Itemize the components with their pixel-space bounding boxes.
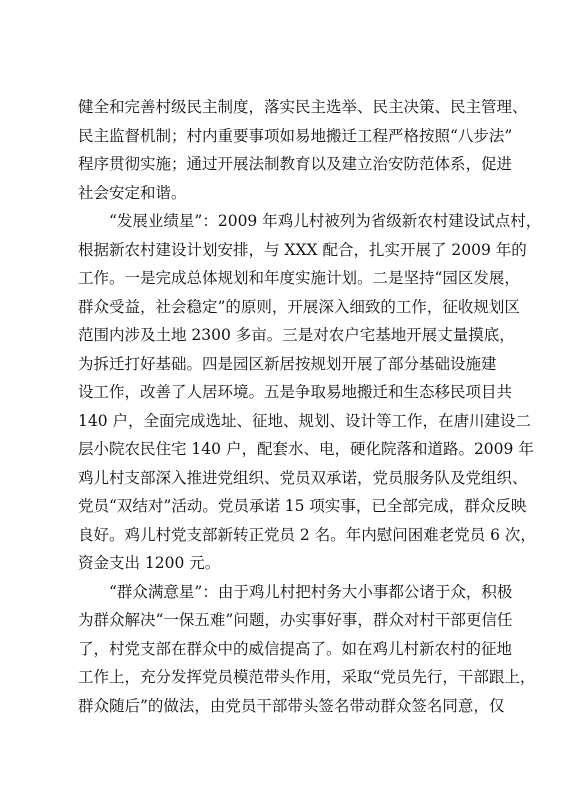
text-line: 群众受益，社会稳定”的原则，开展深入细致的工作，征收规划区 [78,297,520,316]
text-line: 工作。一是完成总体规划和年度实施计划。二是坚持“园区发展， [78,269,520,287]
text-line: 健全和完善村级民主制度，落实民主选举、民主决策、民主管理、 [78,98,528,116]
text-line: 了，村党支部在群众中的威信提高了。如在鸡儿村新农村的征地 [78,639,513,658]
text-line: 程序贯彻实施；通过开展法制教育以及建立治安防范体系，促进 [78,155,513,173]
text-line: 为群众解决“一保五难”问题，办实事好事，群众对村干部更信任 [78,611,513,629]
text-line: 群众随后”的做法，由党员干部带头签名带动群众签名同意，仅 [78,696,505,715]
text-line: 根据新农村建设计划安排，与 XXX 配合，扎实开展了 2009 年的 [78,240,527,259]
text-line: 层小院农民住宅 140 户，配套水、电，硬化院落和道路。2009 年 [78,440,534,458]
text-line: “发展业绩星”：2009 年鸡儿村被列为省级新农村建设试点村， [109,212,542,230]
text-line: 设工作，改善了人居环境。五是争取易地搬迁和生态移民项目共 [78,383,513,401]
document-body [78,93,542,720]
text-line: 良好。鸡儿村党支部新转正党员 2 名。年内慰问困难老党员 6 次， [78,525,536,544]
text-line: 140 户，全面完成选址、征地、规划、设计等工作，在唐川建设二 [78,411,532,430]
text-line: 民主监督机制；村内重要事项如易地搬迁工程严格按照“八步法” [78,126,513,145]
text-line: 为拆迁打好基础。四是园区新居按规划开展了部分基础设施建 [78,354,497,373]
text-line: 资金支出 1200 元。 [78,554,221,572]
text-line: 党员“双结对”活动。党员承诺 15 项实事，已全部完成，群众反映 [78,497,527,515]
text-line: 工作上，充分发挥党员模范带头作用，采取“党员先行，干部跟上， [78,668,536,686]
text-line: 社会安定和谐。 [78,183,187,202]
text-line: “群众满意星”：由于鸡儿村把村务大小事都公诸于众，积极 [109,582,513,601]
text-line: 范围内涉及土地 2300 多亩。三是对农户宅基地开展丈量摸底， [78,326,515,344]
text-line: 鸡儿村支部深入推进党组织、党员双承诺，党员服务队及党组织、 [78,468,528,487]
